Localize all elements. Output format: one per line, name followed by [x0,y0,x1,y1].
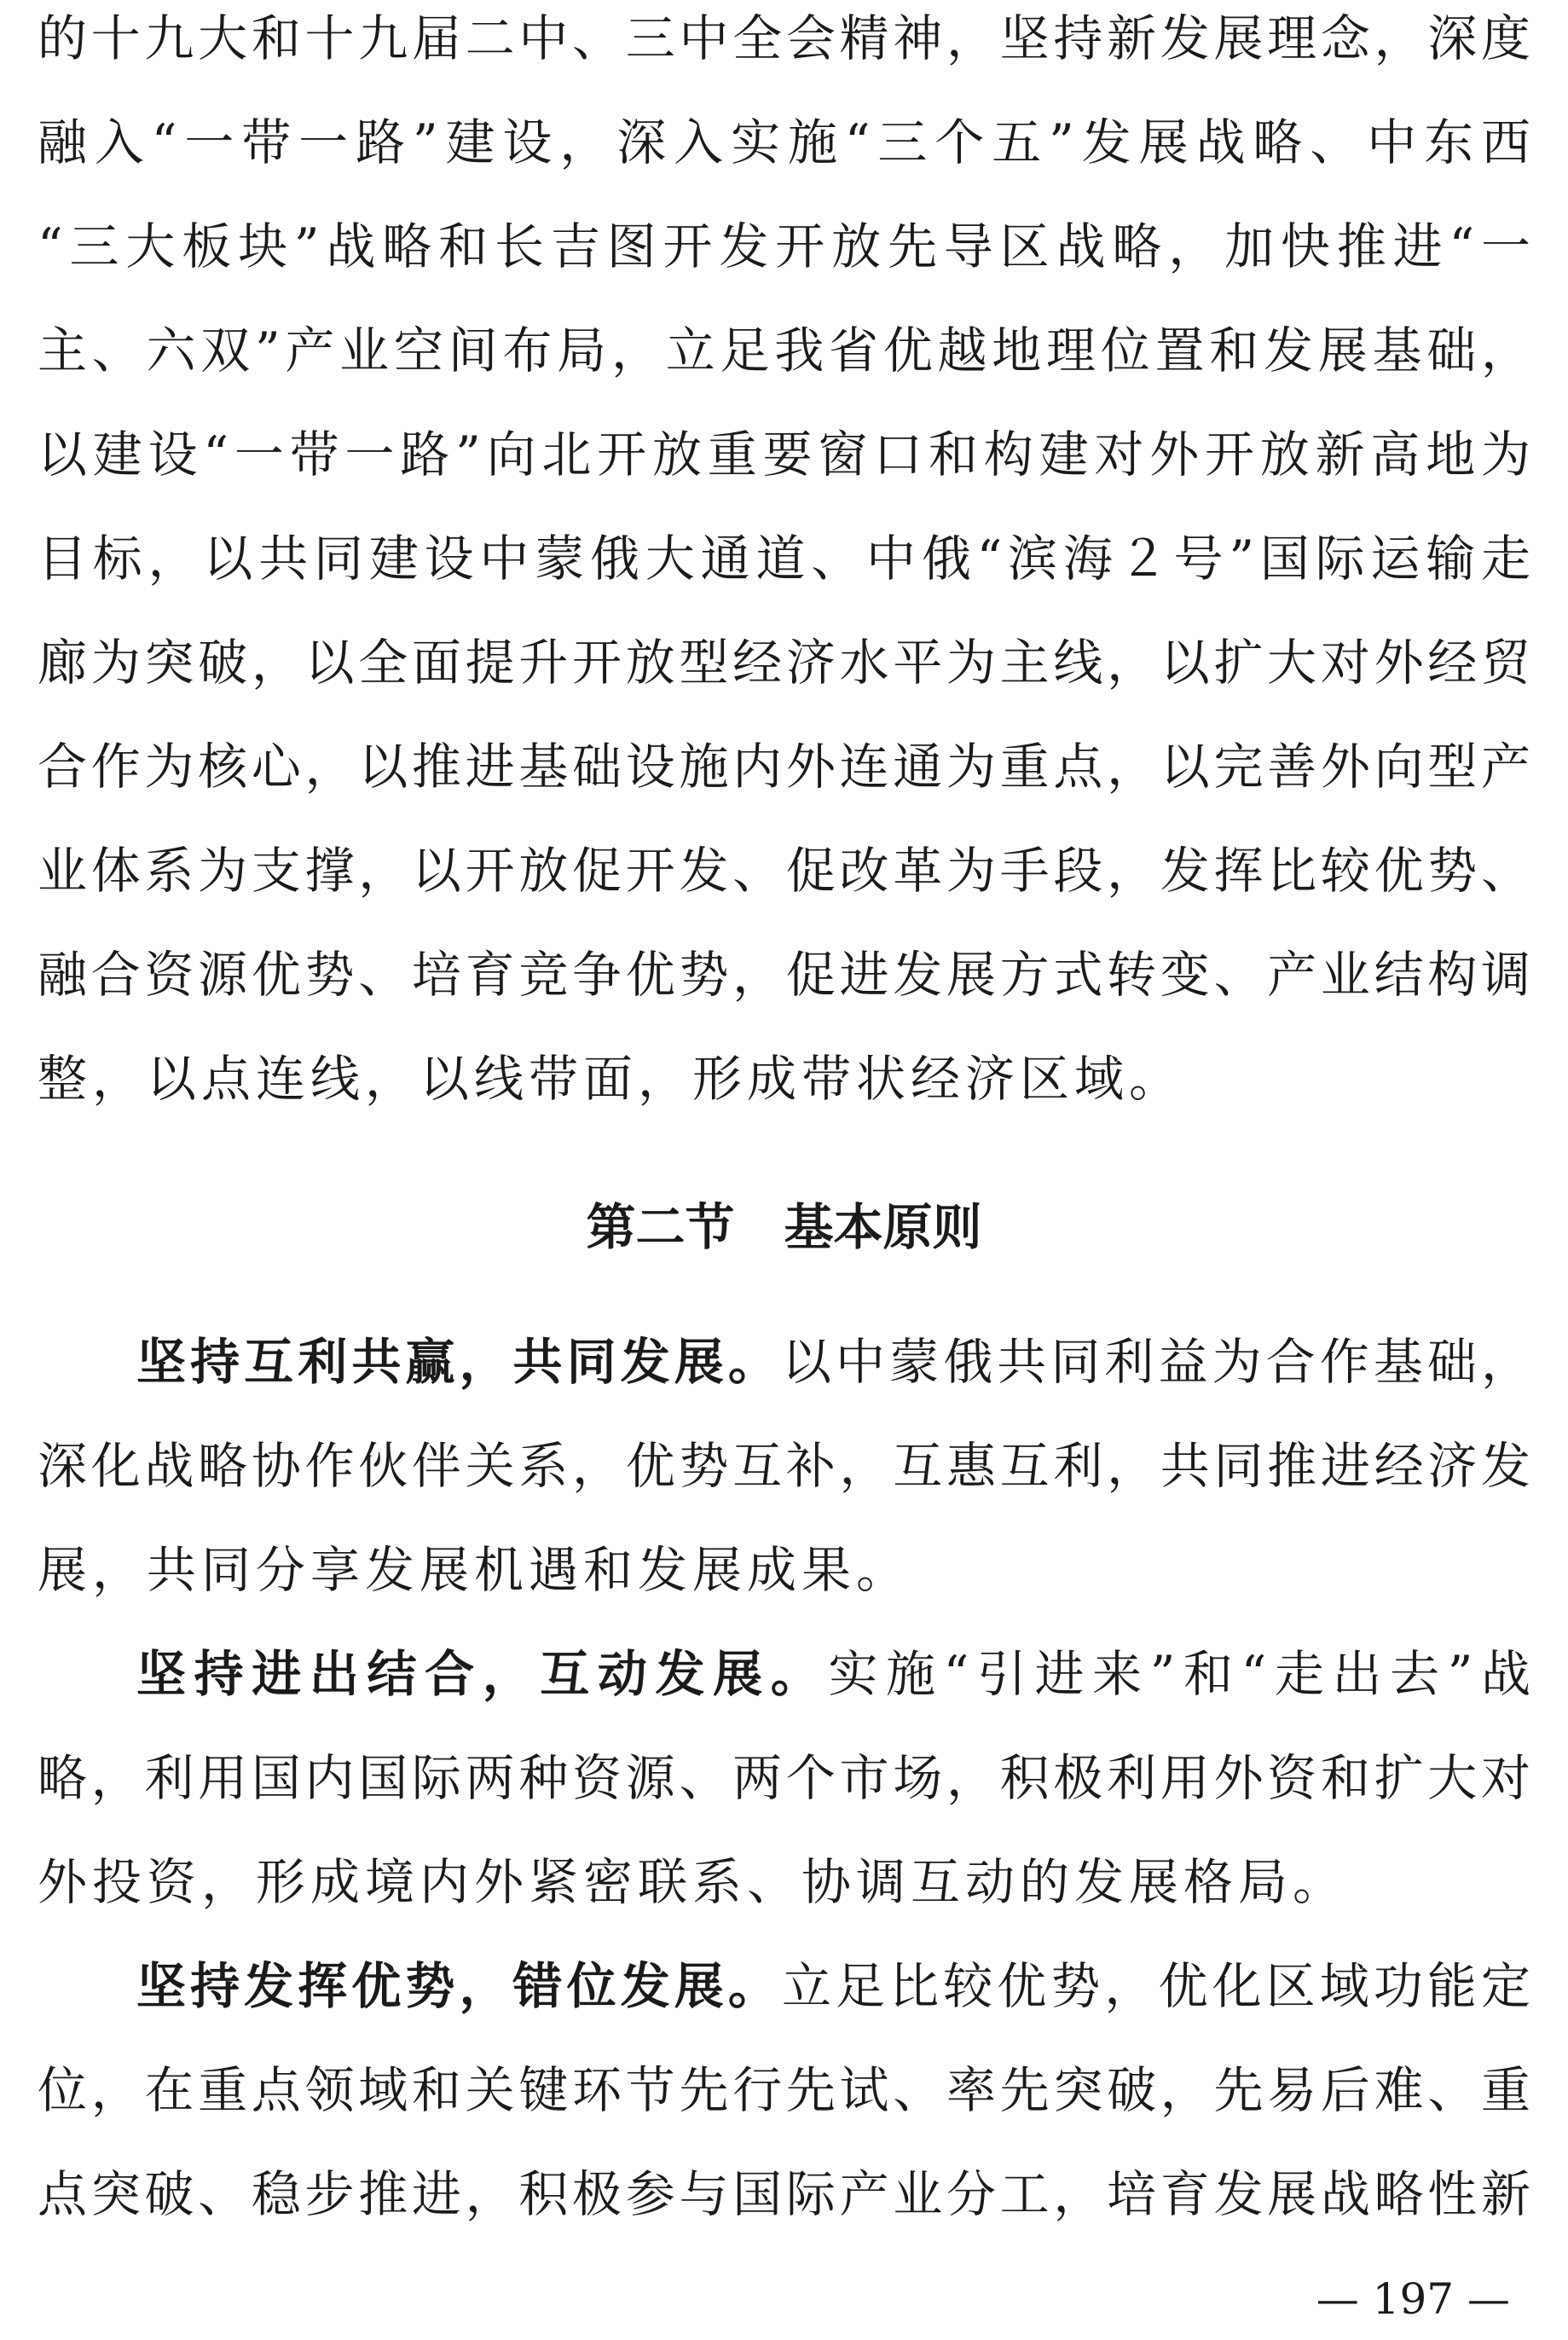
paragraph-line: 略，利用国内国际两种资源、两个市场，积极利用外资和扩大对 [38,1749,1530,1807]
section-title: 第二节 基本原则 [586,1198,982,1256]
paragraph-line: 展，共同分享发展机遇和发展成果。 [38,1541,911,1599]
paragraph-line: “三大板块”战略和长吉图开发开放先导区战略，加快推进“一 [38,217,1530,275]
principle-3-first-line [136,1956,1530,2016]
paragraph-line: 位，在重点领域和关键环节先行先试、率先突破，先易后难、重 [38,2061,1530,2119]
principle-2-text: 实施“引进来”和“走出去”战 [828,1645,1530,1703]
principle-3-lead: 坚持发挥优势，错位发展。 [136,1957,782,2015]
principle-2-first-line [136,1644,1530,1704]
paragraph-line: 主、六双”产业空间布局，立足我省优越地理位置和发展基础， [38,321,1530,379]
paragraph-line: 的十九大和十九届二中、三中全会精神，坚持新发展理念，深度 [38,9,1530,67]
paragraph-line: 点突破、稳步推进，积极参与国际产业分工，培育发展战略性新 [38,2165,1530,2223]
paragraph-line: 合作为核心，以推进基础设施内外连通为重点，以完善外向型产 [38,738,1530,796]
paragraph-line: 深化战略协作伙伴关系，优势互补，互惠互利，共同推进经济发 [38,1437,1530,1495]
paragraph-line: 融合资源优势、培育竞争优势，促进发展方式转变、产业结构调 [38,946,1530,1004]
principle-2-lead: 坚持进出结合，互动发展。 [136,1645,829,1703]
principle-1-text: 以中蒙俄共同利益为合作基础， [781,1333,1530,1391]
page-number: — 197 — [1316,2274,1510,2324]
paragraph-line: 目标，以共同建设中蒙俄大通道、中俄“滨海２号”国际运输走 [38,530,1530,588]
principle-3-text: 立足比较优势，优化区域功能定 [781,1957,1530,2015]
paragraph-line: 融入“一带一路”建设，深入实施“三个五”发展战略、中东西 [38,113,1530,171]
principle-1-lead: 坚持互利共赢，共同发展。 [136,1333,782,1391]
paragraph-line: 整，以点连线，以线带面，形成带状经济区域。 [38,1050,1184,1108]
principle-1-first-line [136,1332,1530,1392]
paragraph-line: 业体系为支撑，以开放促开发、促改革为手段，发挥比较优势、 [38,842,1530,900]
paragraph-line: 以建设“一带一路”向北开放重要窗口和构建对外开放新高地为 [38,426,1530,484]
paragraph-line: 廊为突破，以全面提升开放型经济水平为主线，以扩大对外经贸 [38,634,1530,692]
paragraph-line: 外投资，形成境内外紧密联系、协调互动的发展格局。 [38,1853,1348,1911]
